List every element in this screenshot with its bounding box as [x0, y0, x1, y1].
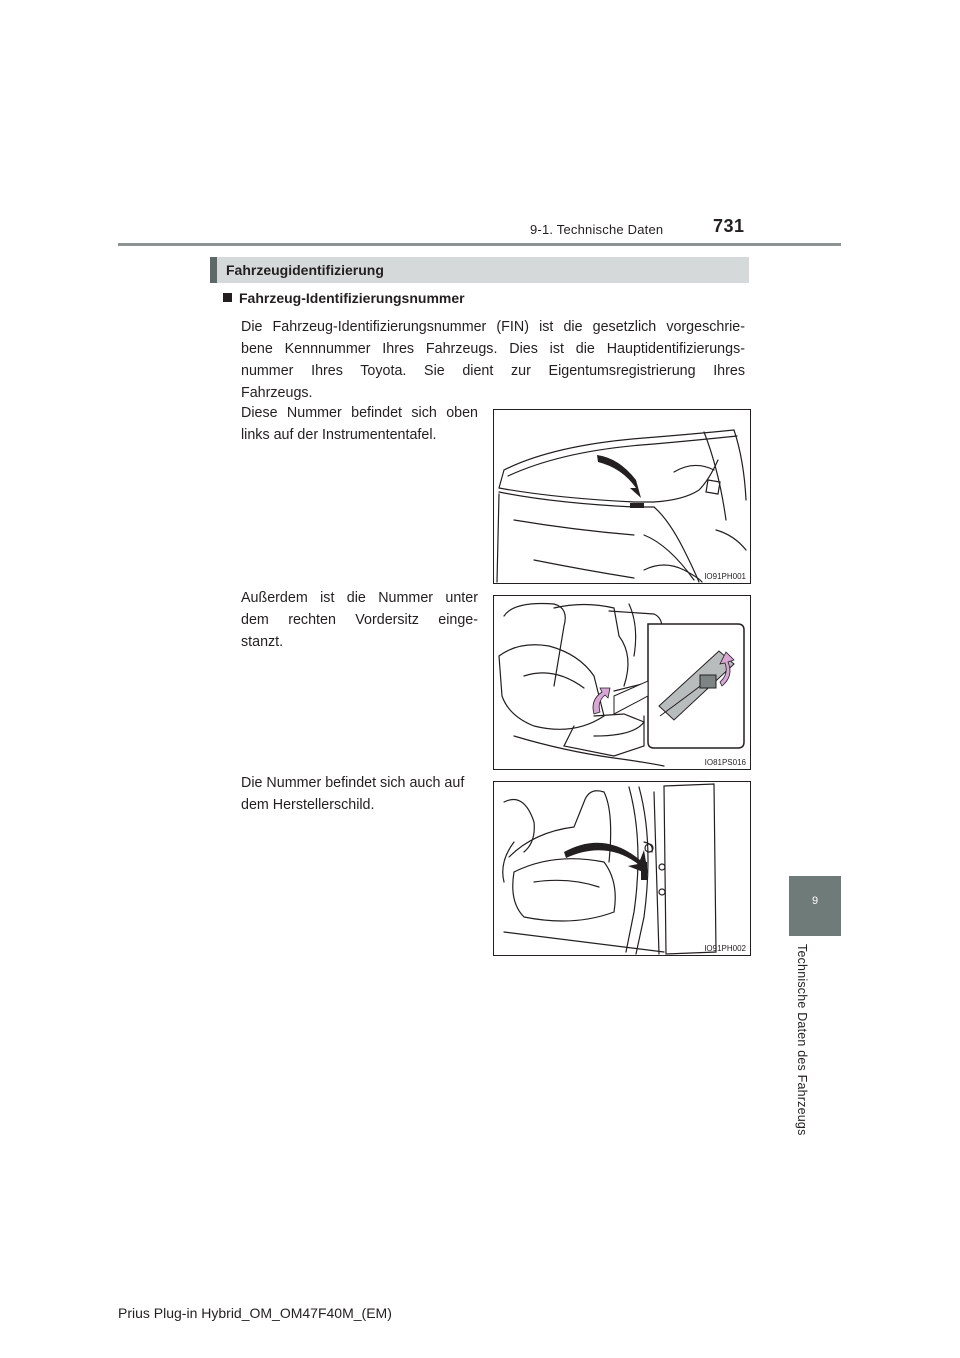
- item-line: Die Nummer befindet sich auch auf: [241, 775, 465, 791]
- subsection-heading: [223, 290, 465, 306]
- page-number: 731: [713, 216, 745, 236]
- vin-plate-mark: [630, 503, 644, 508]
- chapter-tab-label: Technische Daten des Fahrzeugs: [795, 944, 809, 1136]
- item-line: links auf der Instrumententafel.: [241, 427, 437, 443]
- item-line: stanzt.: [241, 634, 284, 650]
- figure-door-pillar-label: [493, 781, 751, 956]
- seat-illustration: [494, 596, 750, 769]
- section-heading-marker: [210, 257, 217, 283]
- section-heading-bar: [210, 257, 749, 283]
- square-bullet-icon: [223, 293, 232, 302]
- item-3-text: [241, 772, 478, 816]
- item-line: dem rechten Vordersitz einge-: [241, 612, 478, 628]
- running-header-section: 9-1. Technische Daten: [530, 222, 664, 237]
- item-line: Außerdem ist die Nummer unter: [241, 590, 478, 606]
- figure-code: IO81PS016: [704, 758, 746, 767]
- footer-document-id: Prius Plug-in Hybrid_OM_OM47F40M_(EM): [118, 1305, 392, 1321]
- intro-line: nummer Ihres Toyota. Sie dient zur Eigentumsregistrierung Ihres: [241, 363, 745, 379]
- dashboard-illustration: [494, 410, 750, 583]
- intro-line: Die Fahrzeug-Identifizierungsnummer (FIN) ist die gesetzlich vorgeschrie-: [241, 319, 745, 335]
- subsection-title: Fahrzeug-Identifizierungsnummer: [239, 290, 465, 306]
- figure-under-seat-vin: [493, 595, 751, 770]
- pointer-arrow: [593, 688, 610, 714]
- pointer-arrow: [597, 455, 641, 498]
- figure-code: IO91PH002: [704, 944, 746, 953]
- vin-stamp-mark: [700, 675, 716, 688]
- chapter-number: 9: [811, 895, 819, 907]
- item-line: Diese Nummer befindet sich oben: [241, 405, 478, 421]
- item-2-text: [241, 587, 478, 653]
- chapter-tab: [789, 876, 841, 936]
- item-1-text: [241, 402, 478, 446]
- figure-code: IO91PH001: [704, 572, 746, 581]
- intro-line: Fahrzeugs.: [241, 385, 313, 401]
- door-pillar-illustration: [494, 782, 750, 955]
- intro-paragraph: [241, 316, 745, 404]
- item-line: dem Herstellerschild.: [241, 797, 375, 813]
- intro-line: bene Kennnummer Ihres Fahrzeugs. Dies ist die Hauptidentifizierungs-: [241, 341, 745, 357]
- section-title: Fahrzeugidentifizierung: [226, 262, 384, 278]
- header-rule: [118, 243, 841, 246]
- figure-dashboard-vin: [493, 409, 751, 584]
